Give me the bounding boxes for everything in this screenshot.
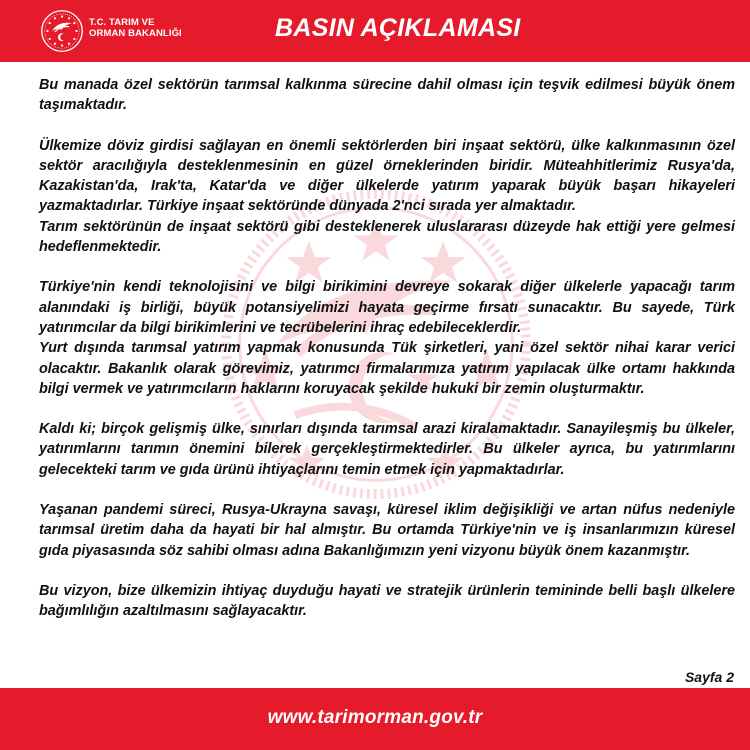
ministry-name-line2: ORMAN BAKANLIĞI [89, 28, 182, 39]
footer-bar [0, 688, 750, 750]
website-link[interactable]: www.tarimorman.gov.tr [267, 707, 483, 728]
paragraph: Yurt dışında tarımsal yatırım yapmak konusunda Tük şirketleri, yani özel sektör nihai karar verici olacaktır. Bakanlık olarak görevimiz, yatırımcı firmalarımıza yatırım yapılacak ülke ortamı hakkında bilgi vermek ve yatırımcıların haklarını koruyacak şekilde hukuki bir zemin oluşturmaktır. [39, 340, 735, 397]
page-number: Sayfa 2 [684, 669, 734, 685]
ministry-emblem-icon [40, 9, 84, 53]
paragraph: Bu vizyon, bize ülkemizin ihtiyaç duyduğu hayati ve stratejik ürünlerin temininde belli başlı ülkelere bağımlılığın azaltılmasını sağlayacaktır. [39, 582, 735, 620]
paragraph: Yaşanan pandemi süreci, Rusya-Ukrayna savaşı, küresel iklim değişikliği ve artan nüfus nedeniyle tarımsal üretim daha da hayati bir hal almıştır. Bu ortamda Türkiye'nin ve iş insanlarımızın küresel gıda piyasasında söz sahibi olması adına Bakanlığımızın yeni vizyonu büyük önem kazanmıştır. [39, 502, 735, 559]
press-release-body [39, 75, 735, 642]
paragraph: Ülkemize döviz girdisi sağlayan en önemli sektörlerden biri inşaat sektörü, ülke kalkınmasının özel sektör aracılığıyla desteklenmesinin en güzel örneklerinden biridir. Müteahhitlerimiz Rusya'da, Kazakistan'da, Irak'ta, Katar'da ve diğer ülkelerde yatırım yaparak büyük başarı hikayeleri yazmaktadırlar. Türkiye inşaat sektöründe dünyada 2'nci sırada yer almaktadır. [39, 137, 735, 215]
ministry-name [89, 17, 182, 39]
ministry-name-line1: T.C. TARIM VE [89, 17, 155, 28]
page-title: BASIN AÇIKLAMASI [275, 14, 521, 42]
paragraph: Bu manada özel sektörün tarımsal kalkınma sürecine dahil olması için teşvik edilmesi büyük önem taşımaktadır. [39, 77, 735, 114]
paragraph: Türkiye'nin kendi teknolojisini ve bilgi birikimini devreye sokarak diğer ülkelerle yapacağı tarım alanındaki iş birliği, büyük potansiyelimizi hayata geçirme fırsatı sunacaktır. Bu sayede, Türk yatırımcılar da bilgi birikimlerini ve tecrübelerini ihraç edebileceklerdir. [39, 279, 735, 336]
paragraph: Tarım sektörünün de inşaat sektörü gibi desteklenerek uluslararası düzeyde hak ettiği yere gelmesi hedeflenmektedir. [39, 218, 735, 256]
paragraph: Kaldı ki; birçok gelişmiş ülke, sınırları dışında tarımsal arazi kiralamaktadır. Sanayileşmiş bu ülkeler, yatırımlarını tarımın önemini bilerek gerçekleştirmektedirler. Bu ülkeler ayrıca, bu yatırımlarını gelecekteki tarım ve gıda ürünü ihtiyaçlarını temin etmek için yapmaktadırlar. [39, 421, 735, 478]
header-bar [0, 0, 750, 62]
